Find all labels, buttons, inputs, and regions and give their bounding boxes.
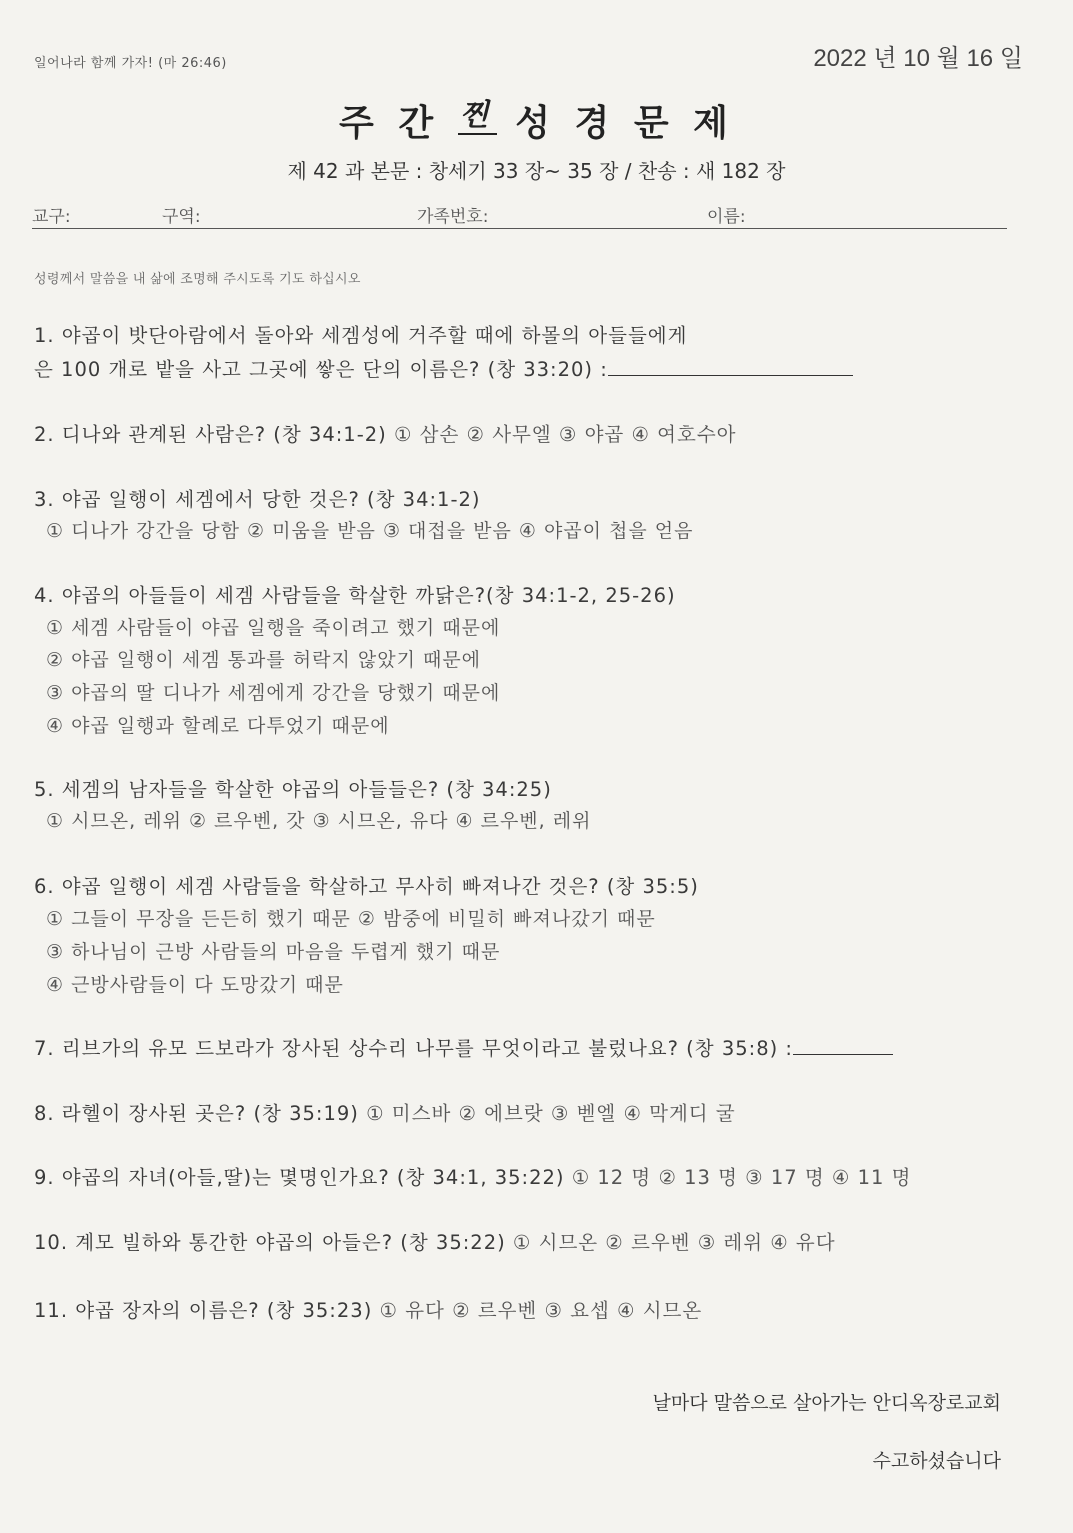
question-2-text: 2. 디나와 관계된 사람은? (창 34:1-2): [34, 423, 387, 446]
question-9-choices: ① 12 명 ② 13 명 ③ 17 명 ④ 11 명: [571, 1166, 912, 1189]
answer-blank-7[interactable]: [793, 1036, 893, 1055]
name-label: 이름:: [707, 207, 746, 227]
question-6-text: 6. 야곱 일행이 세겜 사람들을 학살하고 무사히 빠져나간 것은? (창 35:5): [34, 875, 699, 898]
title-part-1: 주 간: [339, 103, 440, 144]
question-2: [34, 419, 737, 447]
question-10-text: 10. 계모 빌하와 통간한 야곱의 아들은? (창 35:22): [34, 1231, 506, 1254]
family-number-label: 가족번호:: [417, 207, 489, 227]
question-6-option-3: ④ 근방사람들이 다 도망갔기 때문: [46, 974, 344, 996]
question-9: [34, 1162, 911, 1190]
question-4-option-3: ③ 야곱의 딸 디나가 세겜에게 강간을 당했기 때문에: [46, 682, 501, 704]
question-2-choices: ① 삼손 ② 사무엘 ③ 야곱 ④ 여호수아: [393, 423, 737, 446]
question-7-text: 7. 리브가의 유모 드보라가 장사된 상수리 나무를 무엇이라고 불렀나요? (창 35:8) :: [34, 1037, 793, 1060]
question-11-choices: ① 유다 ② 르우벤 ③ 요셉 ④ 시므온: [379, 1299, 703, 1322]
question-11: [34, 1295, 702, 1323]
info-row: [32, 200, 1007, 229]
question-10: [34, 1227, 836, 1255]
question-8-choices: ① 미스바 ② 에브랏 ③ 벧엘 ④ 막게디 굴: [366, 1102, 736, 1125]
question-5-text: 5. 세겜의 남자들을 학살한 야곱의 아들들은? (창 34:25): [34, 778, 552, 801]
question-6-option-1: ① 그들이 무장을 든든히 했기 때문 ② 밤중에 비밀히 빠져나갔기 때문: [46, 908, 656, 930]
question-5-choices: ① 시므온, 레위 ② 르우벤, 갓 ③ 시므온, 유다 ④ 르우벤, 레위: [46, 810, 592, 832]
question-4-option-4: ④ 야곱 일행과 할례로 다투었기 때문에: [46, 715, 390, 737]
question-1-line-2: [34, 354, 853, 382]
question-6-option-2: ③ 하나님이 근방 사람들의 마음을 두렵게 했기 때문: [46, 941, 501, 963]
question-4-option-1: ① 세겜 사람들이 야곱 일행을 죽이려고 했기 때문에: [46, 617, 501, 639]
question-3-choices: ① 디나가 강간을 당함 ② 미움을 받음 ③ 대접을 받음 ④ 야곱이 첩을 얻음: [46, 520, 694, 542]
page-title: [0, 95, 1073, 146]
question-10-choices: ① 시므온 ② 르우벤 ③ 레위 ④ 유다: [512, 1231, 836, 1254]
question-1-text: 은 100 개로 밭을 사고 그곳에 쌓은 단의 이름은? (창 33:20) :: [34, 358, 608, 381]
church-name: 날마다 말씀으로 살아가는 안디옥장로교회: [652, 1392, 1001, 1414]
question-8: [34, 1098, 736, 1126]
lesson-subtitle: 제 42 과 본문 : 창세기 33 장~ 35 장 / 찬송 : 새 182 장: [287, 159, 786, 183]
motto: 일어나라 함께 가자! (마 26:46): [34, 56, 227, 71]
title-part-2: 성 경 문 제: [515, 103, 734, 144]
question-11-text: 11. 야곱 장자의 이름은? (창 35:23): [34, 1299, 373, 1322]
question-9-text: 9. 야곱의 자녀(아들,딸)는 몇명인가요? (창 34:1, 35:22): [34, 1166, 565, 1189]
parish-label: 교구:: [32, 207, 71, 227]
date: 2022 년 10 월 16 일: [813, 45, 1023, 72]
title-handwritten-mark: 찐: [459, 98, 495, 133]
prayer-note: 성령께서 말씀을 내 삶에 조명해 주시도록 기도 하십시오: [34, 272, 361, 287]
question-3-text: 3. 야곱 일행이 세겜에서 당한 것은? (창 34:1-2): [34, 488, 481, 511]
question-1-line-1: 1. 야곱이 밧단아람에서 돌아와 세겜성에 거주할 때에 하몰의 아들들에게: [34, 324, 688, 347]
question-4-text: 4. 야곱의 아들들이 세겜 사람들을 학살한 까닭은?(창 34:1-2, 25-26): [34, 584, 676, 607]
question-7: [34, 1033, 893, 1061]
question-4-option-2: ② 야곱 일행이 세겜 통과를 허락지 않았기 때문에: [46, 649, 482, 671]
answer-blank-1[interactable]: [608, 357, 853, 376]
question-8-text: 8. 라헬이 장사된 곳은? (창 35:19): [34, 1102, 359, 1125]
district-label: 구역:: [162, 207, 201, 227]
closing-thanks: 수고하셨습니다: [872, 1450, 1001, 1472]
